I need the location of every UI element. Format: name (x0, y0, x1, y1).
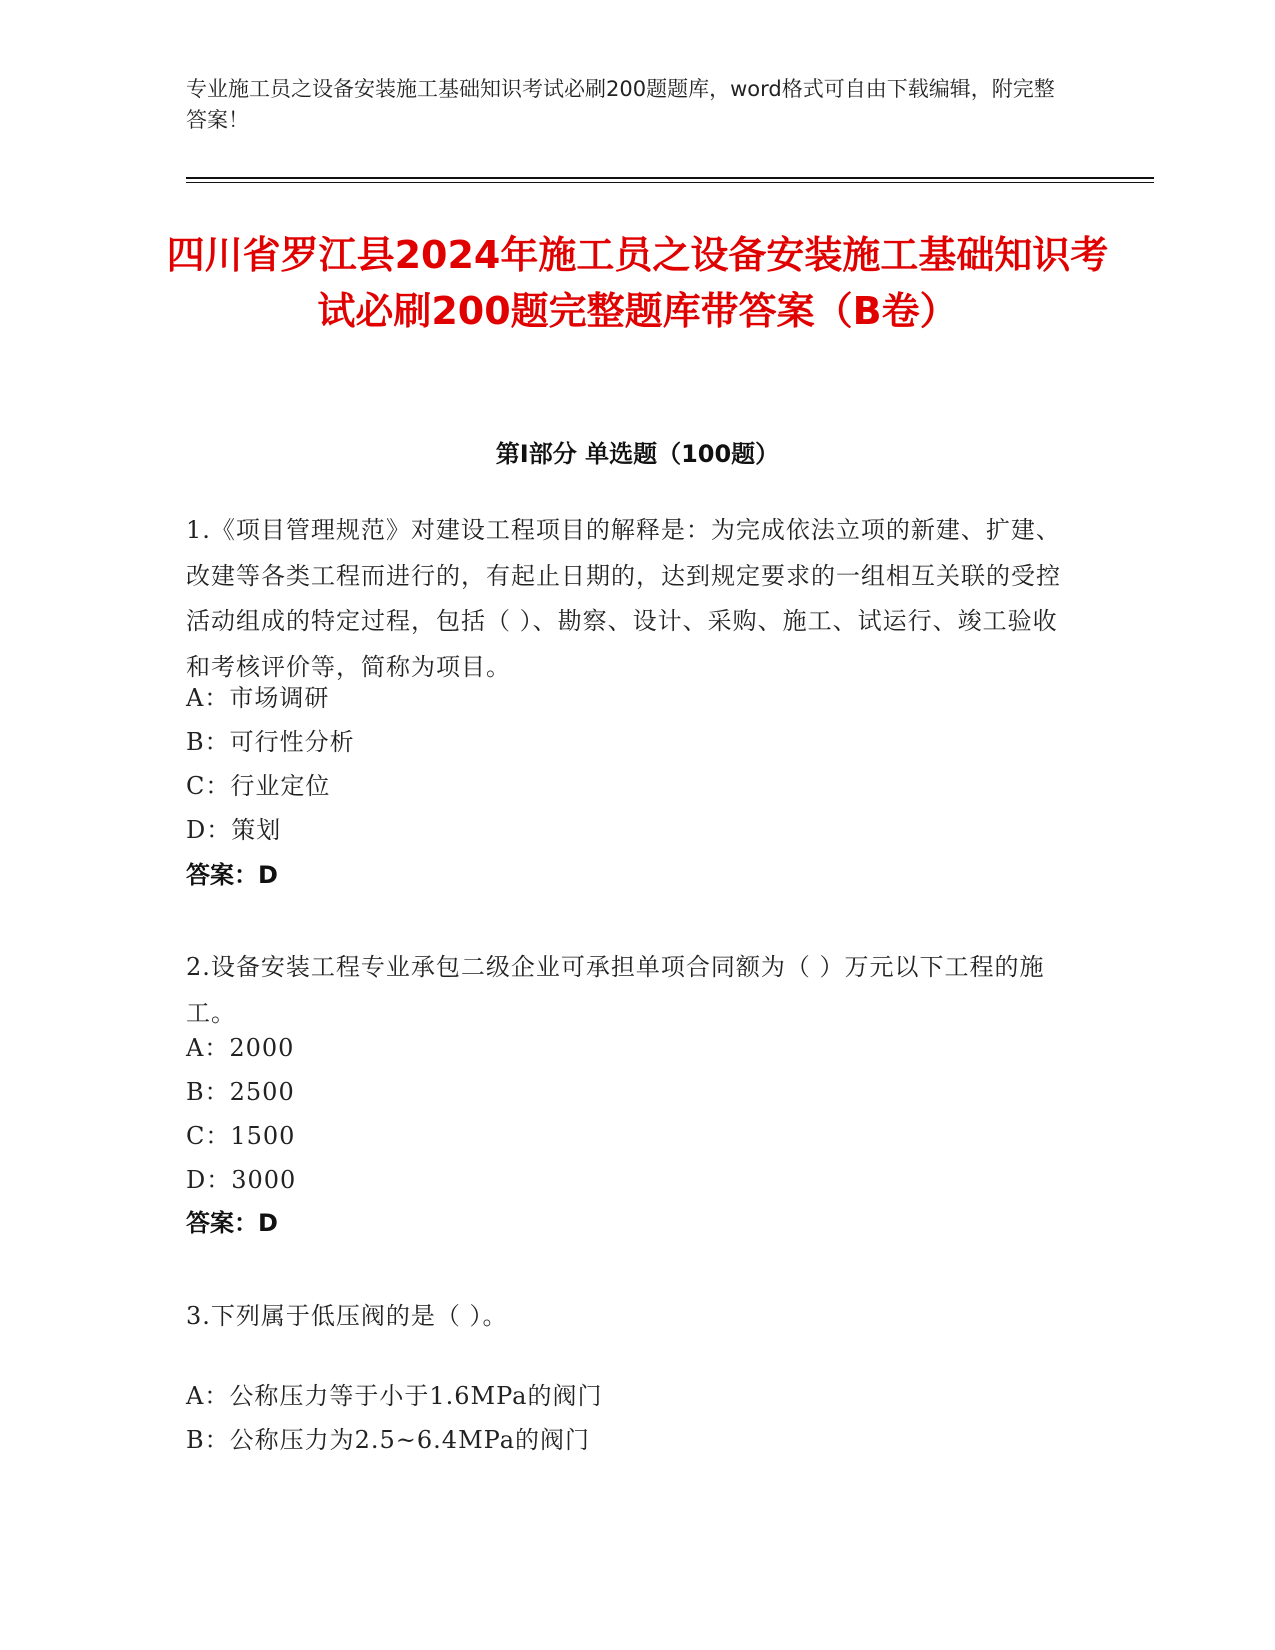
question-1-text: 1.《项目管理规范》对建设工程项目的解释是：为完成依法立项的新建、扩建、改建等各类工程而进行的，有起止日期的，达到规定要求的一组相互关联的受控活动组成的特定过程，包括（ ）、勘察、设计、采购、施工、试运行、竣工验收和考核评价等，简称为项目。 (186, 516, 1061, 681)
question-3-option-a: A：公称压力等于小于1.6MPa的阀门 (186, 1382, 603, 1410)
question-1-answer: 答案：D (186, 861, 278, 889)
section-heading: 第I部分 单选题（100题） (495, 440, 780, 468)
question-1-option-a: A：市场调研 (186, 684, 330, 712)
question-2-answer: 答案：D (186, 1209, 278, 1237)
question-3-option-b: B：公称压力为2.5~6.4MPa的阀门 (186, 1426, 591, 1454)
header-divider-thick (186, 177, 1154, 179)
question-2-option-c: C：1500 (186, 1122, 296, 1150)
question-3-text: 3.下列属于低压阀的是（ ）。 (186, 1302, 508, 1330)
question-2-text: 2.设备安装工程专业承包二级企业可承担单项合同额为（ ）万元以下工程的施工。 (186, 953, 1045, 1027)
question-2-option-a: A：2000 (186, 1034, 295, 1062)
question-1-option-d: D：策划 (186, 816, 282, 844)
header-note: 专业施工员之设备安装施工基础知识考试必刷200题题库，word格式可自由下载编辑，附完整答案！ (186, 77, 1055, 132)
question-2-option-b: B：2500 (186, 1078, 295, 1106)
question-1-option-b: B：可行性分析 (186, 728, 355, 756)
document-title: 四川省罗江县2024年施工员之设备安装施工基础知识考试必刷200题完整题库带答案（B卷） (166, 233, 1109, 333)
header-divider-thin (186, 182, 1154, 183)
question-1-option-c: C：行业定位 (186, 772, 331, 800)
question-2-option-d: D：3000 (186, 1166, 297, 1194)
